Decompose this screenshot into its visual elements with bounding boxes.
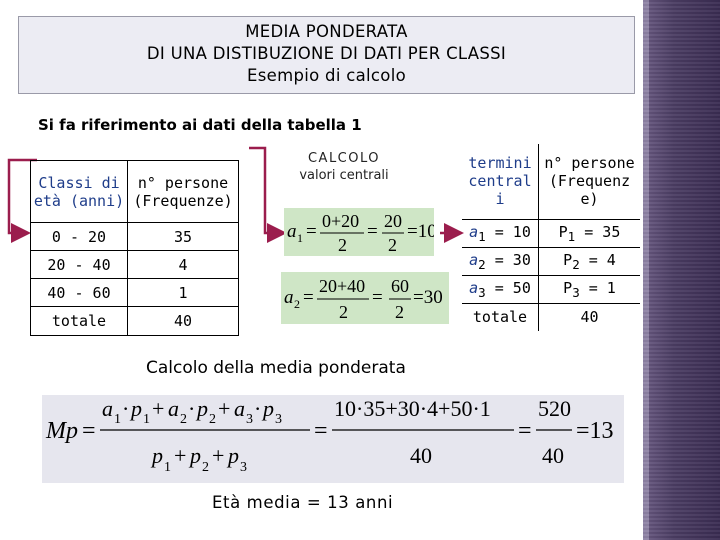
class-cell: 40 - 60 — [31, 279, 128, 307]
svg-text:40: 40 — [542, 443, 564, 468]
svg-text:1: 1 — [164, 460, 171, 475]
frequency-table — [30, 160, 239, 336]
header-termini-cell — [462, 144, 539, 219]
term-cell — [462, 247, 539, 275]
class-cell: 0 - 20 — [31, 223, 128, 251]
term-subscript: 2 — [478, 256, 486, 272]
freq-subscript: 3 — [572, 284, 580, 300]
total-label-cell: totale — [462, 303, 539, 331]
svg-text:2: 2 — [202, 460, 209, 475]
term-value: = 10 — [485, 222, 531, 241]
svg-text:1: 1 — [114, 412, 121, 427]
header-termini-line-1: termini — [468, 154, 532, 173]
freq-symbol: P — [563, 278, 573, 297]
svg-text:60: 60 — [391, 276, 409, 296]
svg-text:a: a — [234, 396, 245, 421]
table-row — [462, 275, 640, 303]
svg-text:p: p — [152, 443, 163, 468]
svg-text:a: a — [102, 396, 113, 421]
header-freq-line-3: e) — [580, 190, 599, 209]
svg-text:2: 2 — [180, 412, 187, 427]
freq-cell — [539, 275, 641, 303]
title-line-3: Esempio di calcolo — [247, 66, 406, 85]
header-freq-cell — [539, 144, 641, 219]
freq-cell: 35 — [128, 223, 239, 251]
svg-text:+: + — [174, 443, 187, 468]
table-row — [31, 251, 239, 279]
formula-a2 — [281, 272, 449, 324]
term-cell — [462, 275, 539, 303]
table-row — [462, 219, 640, 247]
svg-text:3: 3 — [246, 412, 253, 427]
header-freq-line-1: n° persone — [137, 173, 229, 192]
svg-text:p: p — [263, 396, 274, 421]
title-line-1: MEDIA PONDERATA — [245, 22, 408, 41]
total-value-cell: 40 — [128, 307, 239, 336]
svg-text:·: · — [188, 396, 196, 421]
title-line-2: DI UNA DISTIBUZIONE DI DATI PER CLASSI — [146, 44, 507, 63]
formula-a1-graphic — [284, 208, 434, 256]
svg-text:·: · — [122, 396, 130, 421]
term-subscript: 3 — [478, 284, 486, 300]
formula-a1 — [284, 208, 434, 256]
svg-text:p: p — [197, 396, 208, 421]
svg-text:2: 2 — [395, 302, 404, 322]
calcolo-line-2: valori centrali — [299, 168, 389, 183]
svg-text:=: = — [314, 418, 328, 444]
table-row — [31, 279, 239, 307]
header-freq-line-2: (Frequenze) — [133, 191, 233, 210]
svg-text:=: = — [372, 287, 383, 308]
svg-text:=30: =30 — [413, 287, 443, 308]
table-row — [31, 307, 239, 336]
svg-text:=: = — [306, 221, 317, 242]
term-cell — [462, 219, 539, 247]
term-value: = 50 — [485, 278, 531, 297]
svg-text:a: a — [287, 221, 297, 242]
header-termini-line-2: central — [468, 172, 532, 191]
freq-subscript: 2 — [572, 256, 580, 272]
svg-text:2: 2 — [209, 412, 216, 427]
class-cell: 20 - 40 — [31, 251, 128, 279]
svg-text:2: 2 — [339, 302, 348, 322]
result-text: Età media = 13 anni — [212, 493, 394, 512]
calcolo-line-1: CALCOLO — [307, 151, 381, 166]
header-freq-line-1: n° persone — [544, 154, 635, 173]
svg-text:2: 2 — [388, 235, 397, 255]
svg-text:=: = — [303, 287, 314, 308]
term-symbol: a — [469, 250, 479, 269]
media-ponderata-title: Calcolo della media ponderata — [146, 358, 406, 378]
svg-text:0+20: 0+20 — [322, 211, 360, 231]
freq-cell: 4 — [128, 251, 239, 279]
svg-text:20+40: 20+40 — [319, 276, 366, 296]
svg-text:520: 520 — [538, 396, 571, 421]
svg-text:1: 1 — [143, 412, 150, 427]
svg-text:10·35+30·4+50·1: 10·35+30·4+50·1 — [334, 396, 491, 421]
svg-text:=13: =13 — [576, 418, 614, 444]
freq-subscript: 1 — [567, 228, 576, 244]
freq-cell — [539, 247, 641, 275]
svg-text:2: 2 — [294, 297, 300, 311]
header-termini-line-3: i — [495, 190, 505, 209]
header-freq-line-2: (Frequenz — [548, 172, 631, 191]
freq-cell — [539, 219, 641, 247]
header-class-cell — [31, 161, 128, 223]
calcolo-label — [284, 150, 404, 184]
table-row — [462, 247, 640, 275]
svg-text:2: 2 — [338, 235, 347, 255]
term-value: = 30 — [485, 250, 531, 269]
svg-text:=: = — [518, 418, 532, 444]
svg-text:20: 20 — [384, 211, 402, 231]
svg-text:3: 3 — [240, 460, 247, 475]
table-row — [31, 223, 239, 251]
term-symbol: a — [469, 222, 479, 241]
total-value-cell: 40 — [539, 303, 641, 331]
table-row — [462, 303, 640, 331]
freq-symbol: P — [563, 250, 573, 269]
freq-cell: 1 — [128, 279, 239, 307]
header-class-line-1: Classi di — [38, 173, 120, 192]
svg-text:a: a — [284, 287, 294, 308]
media-ponderata-formula — [42, 395, 624, 483]
header-class-line-2: età (anni) — [33, 191, 125, 210]
term-symbol: a — [469, 278, 479, 297]
svg-text:Mp: Mp — [46, 418, 78, 444]
freq-value: = 35 — [575, 222, 621, 241]
svg-text:p: p — [131, 396, 142, 421]
svg-text:+: + — [152, 396, 165, 421]
svg-text:·: · — [254, 396, 262, 421]
freq-value: = 1 — [579, 278, 616, 297]
central-values-table — [462, 144, 640, 331]
reference-text: Si fa riferimento ai dati della tabella 1 — [38, 116, 362, 134]
svg-text:=: = — [82, 418, 96, 444]
svg-text:40: 40 — [410, 443, 432, 468]
freq-value: = 4 — [579, 250, 616, 269]
media-formula-graphic — [42, 395, 624, 483]
formula-a2-graphic — [281, 272, 449, 324]
bracket-arrow-right — [249, 148, 282, 233]
freq-symbol: P — [558, 222, 568, 241]
svg-text:1: 1 — [297, 231, 303, 245]
svg-text:3: 3 — [275, 412, 282, 427]
svg-text:a: a — [168, 396, 179, 421]
svg-text:p: p — [228, 443, 239, 468]
header-freq-cell — [128, 161, 239, 223]
total-label-cell: totale — [31, 307, 128, 336]
svg-text:+: + — [218, 396, 231, 421]
svg-text:=: = — [367, 221, 378, 242]
svg-text:+: + — [212, 443, 225, 468]
svg-text:=10: =10 — [407, 221, 434, 242]
term-subscript: 1 — [478, 228, 486, 244]
svg-text:p: p — [190, 443, 201, 468]
